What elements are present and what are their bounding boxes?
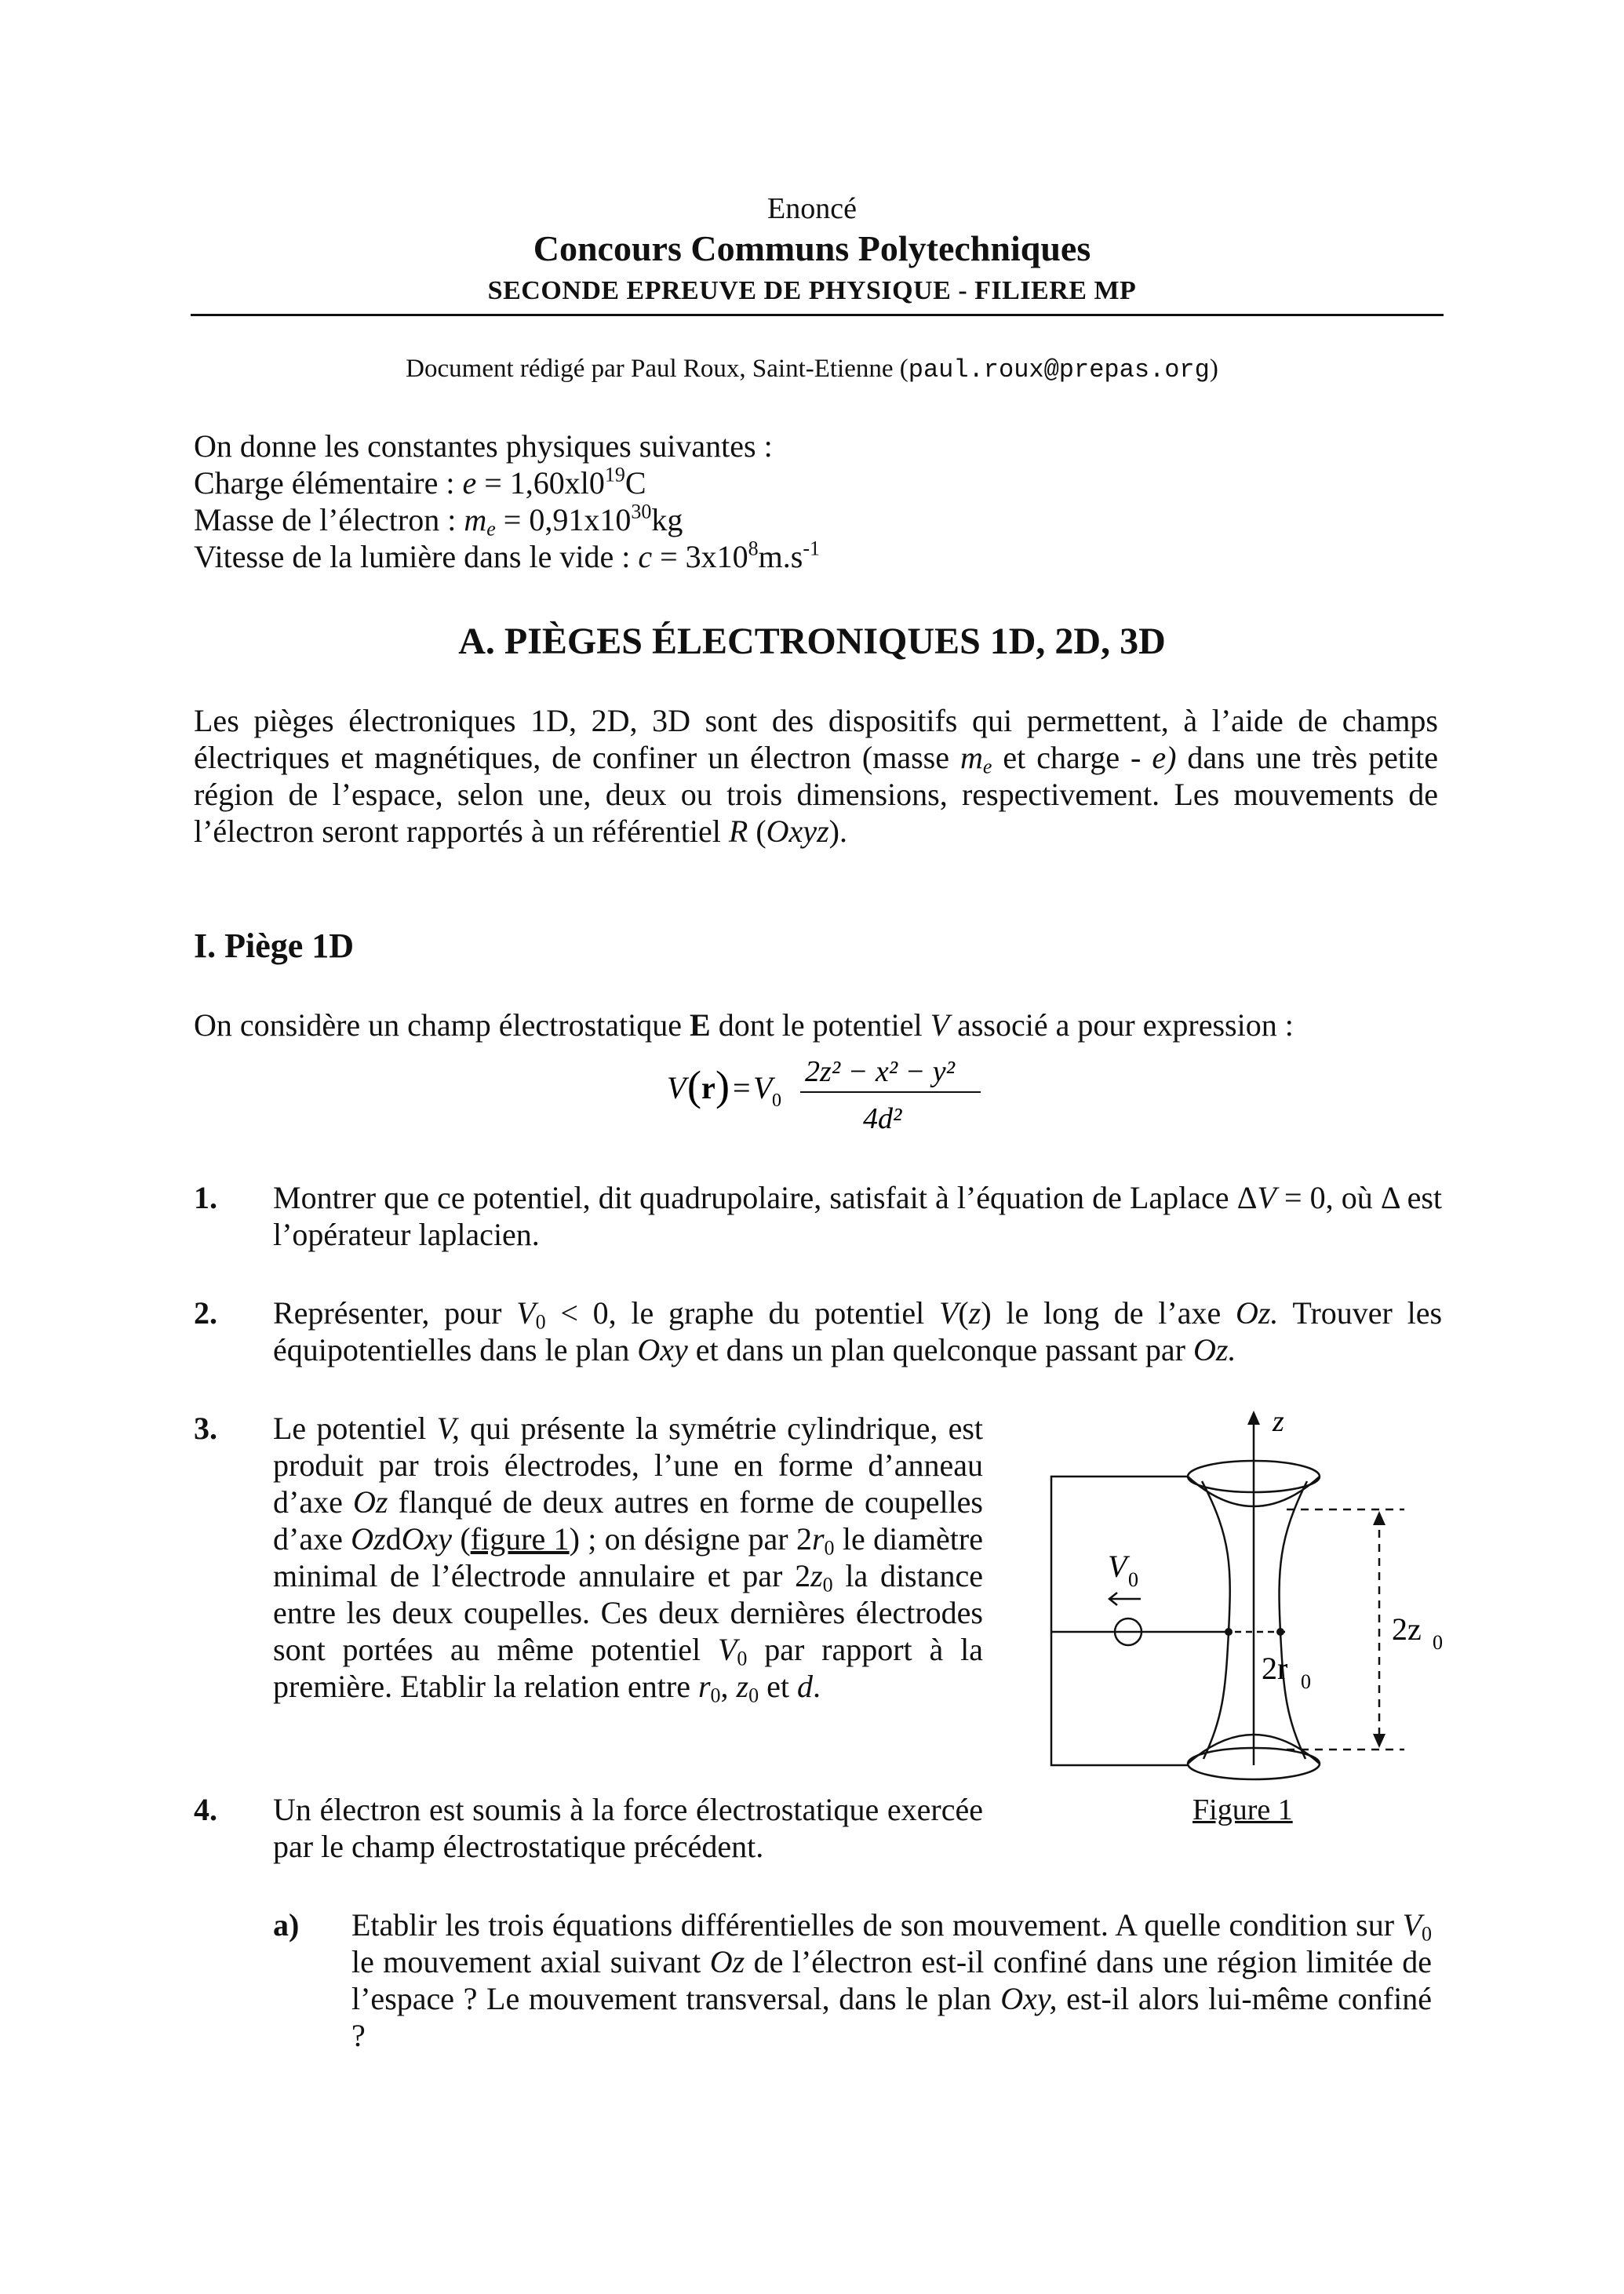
section-title: A. PIÈGES ÉLECTRONIQUES 1D, 2D, 3D [458,621,1166,662]
height-label-sub: 0 [1433,1631,1443,1654]
ring-left-point [1225,1628,1233,1636]
q4-text: Un électron est soumis à la force électrostatique exercée par le champ électrostatique précédent. [273,1792,983,1864]
constants-intro: On donne les constantes physiques suivantes : [194,428,773,464]
figure-v0-label: V [1108,1549,1127,1584]
q2-text: Représenter, pour $V_0 < 0$, le graphe du potentiel V(z) le long de l’axe Oz. Trouver les équipotentielles dans le plan Oxy et dans un plan quelconque passant par Oz. [273,1295,1443,1367]
q2-number: 2. [194,1295,217,1331]
constant-light-speed: Vitesse de la lumière dans le vide : $c = 3x10^8m.s^{-1}$ [194,537,820,574]
ring-right-point [1276,1628,1284,1636]
author-prefix: Document rédigé par Paul Roux, Saint-Etienne ( [406,355,908,383]
intro-paragraph: Les pièges électroniques 1D, 2D, 3D sont des dispositifs qui permettent, à l’aide de champs électriques et magnétiques, de confiner un électron (masse $m_e$ et charge - e) dans une très petite région de l’espace, selon une, deux ou trois dimensions, respectivement. Les mouvements de l’électron seront rapportés à un référentiel R (Oxyz). [194,703,1438,849]
document-subtitle: SECONDE EPREUVE DE PHYSIQUE - FILIERE MP [487,276,1137,305]
formula-paren-close: ) [716,1062,730,1109]
author-email-link[interactable]: paul.roux@prepas.org [908,355,1210,384]
figure-1-link[interactable]: figure 1 [470,1521,570,1557]
formula-rhs-v: V [753,1070,773,1105]
figure-1-diagram [1036,1404,1459,1797]
author-suffix: ) [1209,355,1218,383]
z-axis-label: z [1273,1405,1284,1438]
potential-formula [657,1051,987,1145]
q1-number: 1. [194,1180,217,1215]
height-arrow-top [1373,1511,1385,1525]
formula-paren-open: ( [687,1062,701,1109]
z-axis-arrowhead [1247,1411,1260,1425]
q1-text: Montrer que ce potentiel, dit quadrupolaire, satisfait à l’équation de Laplace ΔV = 0, où Δ est l’opérateur laplacien. [273,1180,1442,1252]
q4a-text: Etablir les trois équations différentielles de son mouvement. A quelle condition sur $V_0$ le mouvement axial suivant Oz de l’électron est-il confiné dans une région limitée de l’espace ? Le mouvement transversal, dans le plan Oxy, est-il alors lui-même confiné ? [351,1907,1432,2053]
figure-1-caption: Figure 1 [1193,1793,1293,1826]
field-intro-line: On considère un champ électrostatique E dont le potentiel V associé a pour expression : [194,1007,1294,1043]
height-label: 2z [1392,1611,1422,1647]
width-label-sub: 0 [1301,1670,1311,1693]
author-line [0,355,1624,384]
formula-rhs-v-sub: 0 [772,1091,781,1111]
q4-number: 4. [194,1792,217,1827]
ring-right-profile [1280,1481,1307,1759]
figure-v0-sub: 0 [1128,1568,1138,1591]
formula-lhs-r: r [701,1070,716,1105]
document-title: Concours Communs Polytechniques [533,228,1091,268]
formula-equals: = [733,1070,751,1105]
header-rule [191,314,1444,316]
q4a-label: a) [273,1907,300,1943]
formula-lhs-v: V [667,1070,686,1105]
formula-denominator: 4d² [863,1102,902,1135]
height-arrow-bottom [1373,1734,1385,1748]
q3-text: Le potentiel V, qui présente la symétrie cylindrique, est produit par trois électrodes, l’une en forme d’anneau d’axe Oz flanqué de deux autres en forme de coupelles d’axe OzdOxy (figure 1) ; on désigne par $2r_0$ le diamètre minimal de l’électrode annulaire et par $2z_0$ la distance entre les deux coupelles. Ces deux dernières électrodes sont portées au même potentiel $V_0$ par rapport à la première. Etablir la relation entre $r_0$, $z_0$ et d. [273,1411,984,1707]
width-label: 2r [1262,1651,1288,1686]
formula-numerator: 2z² − x² − y² [805,1055,955,1088]
constant-mass: Masse de l’électron : $m_e = 0,91x10^{30}kg$ [194,500,683,541]
constant-charge: Charge élémentaire : $e = 1,60xl0^{19}C$ [194,463,646,501]
part-title: I. Piège 1D [194,927,355,965]
constants-block [194,428,820,575]
q3-number: 3. [194,1411,217,1446]
document-kicker: Enoncé [767,192,857,225]
ring-left-profile [1202,1481,1230,1759]
